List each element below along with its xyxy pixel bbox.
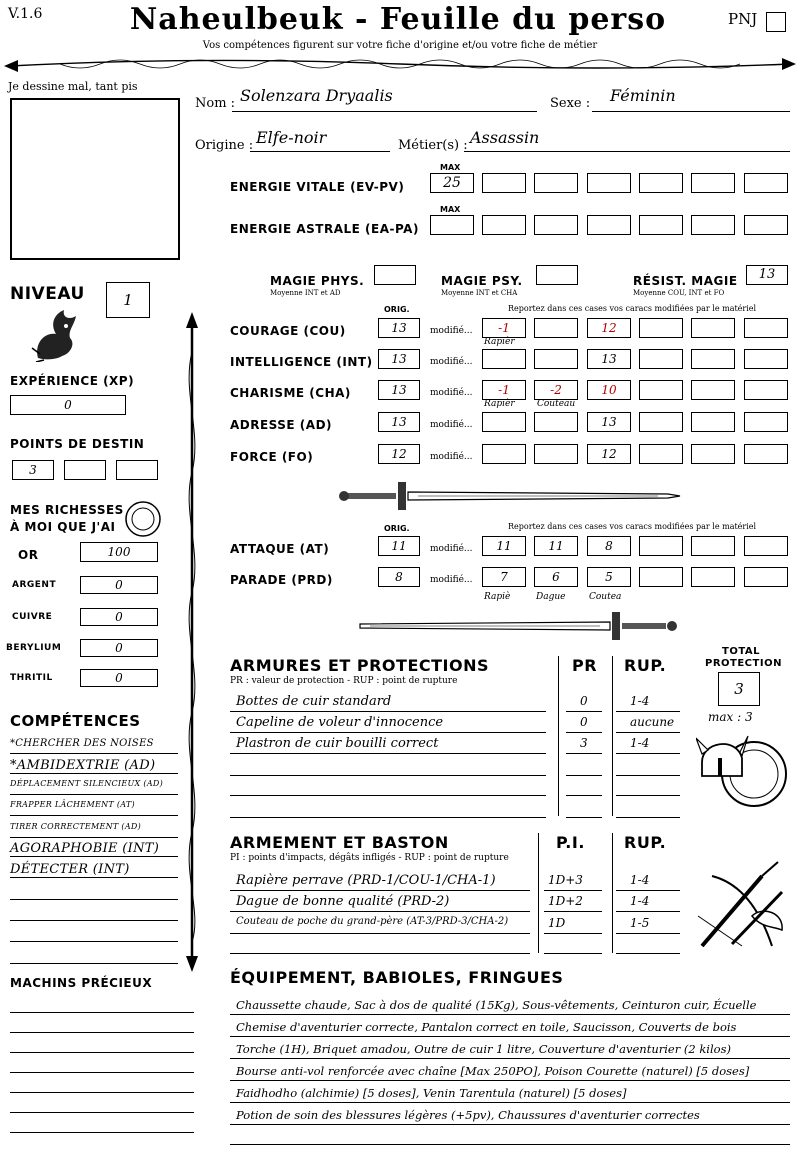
armure-rup-0[interactable]: 1-4 [630, 694, 650, 708]
combat-modifie-at: modifié... [430, 544, 473, 554]
combat-note-couteau: Coutea [589, 592, 622, 602]
armure-line-name-0 [230, 711, 546, 712]
argent-box[interactable]: 0 [80, 576, 158, 594]
armures-title: ARMURES ET PROTECTIONS [230, 656, 489, 675]
stat-int-box-5[interactable] [691, 349, 735, 369]
thritil-label: THRITIL [10, 673, 53, 683]
argent-label: ARGENT [12, 580, 57, 590]
stat-ad-box-3[interactable]: 13 [587, 412, 631, 432]
competence-line-1 [10, 773, 178, 774]
competence-line-4 [10, 837, 178, 838]
combat-prd-box-6[interactable] [744, 567, 788, 587]
total-protection-box[interactable]: 3 [718, 672, 760, 706]
armure-name-1[interactable]: Capeline de voleur d'innocence [236, 715, 444, 730]
nom-label: Nom : [195, 96, 236, 111]
reportez-note-stats: Reportez dans ces cases vos caracs modifiées par le matériel [508, 304, 757, 313]
stat-cha-box-3[interactable]: 10 [587, 380, 631, 400]
sword-icon [338, 478, 682, 514]
ea-label: ENERGIE ASTRALE (EA-PA) [230, 222, 419, 236]
arme-name-2[interactable]: Couteau de poche du grand-père (AT-3/PRD-3/CHA-2) [236, 916, 509, 927]
ea-max-box[interactable] [430, 215, 474, 235]
stat-cha-box-2[interactable]: -2 [534, 380, 578, 400]
ev-box-3[interactable] [587, 173, 631, 193]
armure-line-pr-3 [566, 775, 602, 776]
helmet-shield-icon [696, 728, 790, 814]
weapons-icon [692, 856, 790, 956]
destin-label: POINTS DE DESTIN [10, 437, 145, 451]
equipement-line-text-2[interactable]: Torche (1H), Briquet amadou, Outre de cuir 1 litre, Couverture d'aventurier (2 kilos) [236, 1042, 731, 1056]
armures-col-rup: RUP. [624, 656, 667, 675]
niveau-box[interactable]: 1 [106, 282, 150, 318]
combat-prd-box-5[interactable] [691, 567, 735, 587]
competence-line-8 [10, 920, 178, 921]
ev-box-5[interactable] [691, 173, 735, 193]
competence-line-6 [10, 877, 178, 878]
arme-name-0[interactable]: Rapière perrave (PRD-1/COU-1/CHA-1) [236, 873, 496, 888]
ea-box-6[interactable] [744, 215, 788, 235]
machins-line-3 [10, 1052, 194, 1053]
armure-line-rup-5 [616, 817, 680, 818]
ea-box-3[interactable] [587, 215, 631, 235]
stat-fo-box-1[interactable] [482, 444, 526, 464]
ev-box-2[interactable] [534, 173, 578, 193]
combat-at-box-3[interactable]: 8 [587, 536, 631, 556]
combat-at-box-5[interactable] [691, 536, 735, 556]
pnj-checkbox[interactable] [766, 12, 786, 32]
metier-label: Métier(s) : [398, 138, 468, 153]
stat-cou-box-5[interactable] [691, 318, 735, 338]
competence-line-3 [10, 815, 178, 816]
armure-line-pr-2 [566, 753, 602, 754]
resist-magie-label: RÉSIST. MAGIE [633, 274, 738, 288]
equipement-line-text-0[interactable]: Chaussette chaude, Sac à dos de qualité (15Kg), Sous-vêtements, Ceinturon cuir, Écuelle [236, 998, 757, 1012]
stat-label-fo: FORCE (FO) [230, 450, 314, 464]
competence-item-2[interactable]: DÉPLACEMENT SILENCIEUX (AD) [10, 779, 164, 788]
armure-line-name-2 [230, 753, 546, 754]
origine-field[interactable]: Elfe-noir [256, 128, 327, 147]
stat-label-cha: CHARISME (CHA) [230, 386, 351, 400]
arme-line-pi-1 [544, 911, 602, 912]
armure-name-2[interactable]: Plastron de cuir bouilli correct [236, 736, 439, 751]
stat-cou-box-6[interactable] [744, 318, 788, 338]
equipement-line-2 [230, 1058, 790, 1059]
armure-line-name-3 [230, 775, 546, 776]
equipement-line-1 [230, 1036, 790, 1037]
origine-underline [250, 151, 390, 152]
resist-magie-box[interactable]: 13 [746, 265, 788, 285]
total-protection-max: max : 3 [708, 710, 753, 724]
resist-magie-note: Moyenne COU, INT et FO [633, 289, 725, 297]
sexe-label: Sexe : [550, 96, 591, 111]
armure-pr-2[interactable]: 3 [580, 736, 588, 750]
armure-pr-1[interactable]: 0 [580, 715, 588, 729]
page-title: Naheulbeuk - Feuille du perso [129, 2, 667, 37]
stat-modifie-cha: modifié... [430, 388, 473, 398]
equipement-line-4 [230, 1102, 790, 1103]
stat-ad-box-6[interactable] [744, 412, 788, 432]
armure-line-rup-3 [616, 775, 680, 776]
nom-underline [232, 111, 537, 112]
competence-item-6[interactable]: DÉTECTER (INT) [10, 862, 130, 877]
stat-label-cou: COURAGE (COU) [230, 324, 346, 338]
total-protection-label-1: TOTAL [722, 646, 760, 657]
arme-line-name-3 [230, 953, 530, 954]
armure-line-rup-2 [616, 753, 680, 754]
arme-rup-1[interactable]: 1-4 [630, 894, 650, 908]
stat-cha-note-1: Rapièr [484, 399, 515, 409]
machins-line-1 [10, 1012, 194, 1013]
origine-label: Origine : [195, 138, 254, 153]
combat-prd-box-1[interactable]: 7 [482, 567, 526, 587]
combat-prd-box-3[interactable]: 5 [587, 567, 631, 587]
arme-line-name-0 [230, 890, 530, 891]
stat-label-ad: ADRESSE (AD) [230, 418, 333, 432]
ev-max-label: MAX [440, 163, 461, 172]
stat-cha-box-5[interactable] [691, 380, 735, 400]
arme-line-rup-2 [616, 933, 680, 934]
armure-rup-1[interactable]: aucune [630, 715, 675, 729]
armure-line-rup-0 [616, 711, 680, 712]
machins-line-6 [10, 1112, 194, 1113]
machins-line-4 [10, 1072, 194, 1073]
combat-at-box-6[interactable] [744, 536, 788, 556]
stat-cou-box-3[interactable]: 12 [587, 318, 631, 338]
arme-name-1[interactable]: Dague de bonne qualité (PRD-2) [236, 894, 450, 909]
ea-box-4[interactable] [639, 215, 683, 235]
stat-ad-box-5[interactable] [691, 412, 735, 432]
sexe-underline [592, 111, 790, 112]
machins-title: MACHINS PRÉCIEUX [10, 976, 153, 990]
portrait-frame[interactable] [10, 98, 180, 260]
stat-fo-box-3[interactable]: 12 [587, 444, 631, 464]
stat-int-box-4[interactable] [639, 349, 683, 369]
equipement-line-text-3[interactable]: Bourse anti-vol renforcée avec chaîne [Max 250PO], Poison Courette (naturel) [5 doses] [236, 1064, 750, 1078]
stat-modifie-ad: modifié... [430, 420, 473, 430]
stat-int-box-6[interactable] [744, 349, 788, 369]
competences-title: COMPÉTENCES [10, 712, 141, 730]
competence-line-10 [10, 963, 178, 964]
stat-cha-note-2: Couteau [537, 399, 576, 409]
armure-line-rup-1 [616, 732, 680, 733]
stat-orig-int[interactable]: 13 [378, 349, 420, 369]
armement-col-pi: P.I. [556, 833, 585, 852]
stat-int-box-1[interactable] [482, 349, 526, 369]
stat-modifie-int: modifié... [430, 357, 473, 367]
xp-box[interactable]: 0 [10, 395, 126, 415]
armure-line-name-1 [230, 732, 546, 733]
combat-at-box-1[interactable]: 11 [482, 536, 526, 556]
competence-line-7 [10, 899, 178, 900]
ea-box-2[interactable] [534, 215, 578, 235]
equipement-line-3 [230, 1080, 790, 1081]
stat-ad-box-2[interactable] [534, 412, 578, 432]
armures-note: PR : valeur de protection - RUP : point de rupture [230, 676, 458, 686]
richesses-label-2: À MOI QUE J'AI [10, 520, 116, 534]
armures-col-divider-2 [612, 656, 613, 816]
berylium-box[interactable]: 0 [80, 639, 158, 657]
competence-item-1[interactable]: *AMBIDEXTRIE (AD) [10, 758, 156, 773]
armement-col-divider-1 [538, 833, 539, 953]
ev-label: ENERGIE VITALE (EV-PV) [230, 180, 405, 194]
armement-col-rup: RUP. [624, 833, 667, 852]
stat-cou-note-1: Rapièr [484, 337, 515, 347]
or-box[interactable]: 100 [80, 542, 158, 562]
page-subtitle: Vos compétences figurent sur votre fiche d'origine et/ou votre fiche de métier [202, 40, 598, 51]
competence-line-9 [10, 941, 178, 942]
stat-fo-box-4[interactable] [639, 444, 683, 464]
armure-line-pr-5 [566, 817, 602, 818]
armures-col-pr: PR [572, 656, 598, 675]
stat-orig-cou[interactable]: 13 [378, 318, 420, 338]
armure-line-name-5 [230, 817, 546, 818]
cuivre-label: CUIVRE [12, 612, 53, 622]
combat-at-box-2[interactable]: 11 [534, 536, 578, 556]
metier-field[interactable]: Assassin [470, 128, 540, 147]
destin-box-2[interactable] [64, 460, 106, 480]
stat-orig-fo[interactable]: 12 [378, 444, 420, 464]
stat-int-box-3[interactable]: 13 [587, 349, 631, 369]
niveau-label: NIVEAU [10, 284, 85, 304]
armures-col-divider-1 [558, 656, 559, 816]
armure-line-rup-4 [616, 795, 680, 796]
orig-label-combat: ORIG. [384, 524, 410, 533]
magie-phys-box[interactable] [374, 265, 416, 285]
stat-cha-box-1[interactable]: -1 [482, 380, 526, 400]
stat-modifie-cou: modifié... [430, 326, 473, 336]
equipement-line-5 [230, 1124, 790, 1125]
sword-icon-2 [340, 608, 680, 644]
machins-line-5 [10, 1092, 194, 1093]
arme-line-pi-2 [544, 933, 602, 934]
equipement-line-6 [230, 1144, 790, 1145]
destin-box-3[interactable] [116, 460, 158, 480]
staff-ornament [180, 312, 204, 972]
ea-max-label: MAX [440, 205, 461, 214]
competence-line-0 [10, 753, 178, 754]
armure-line-pr-0 [566, 711, 602, 712]
cuivre-box[interactable]: 0 [80, 608, 158, 626]
stat-orig-cha[interactable]: 13 [378, 380, 420, 400]
combat-label-at: ATTAQUE (AT) [230, 542, 330, 556]
combat-label-prd: PARADE (PRD) [230, 573, 333, 587]
arme-line-pi-0 [544, 890, 602, 891]
arme-pi-2[interactable]: 1D [548, 916, 566, 930]
stat-orig-ad[interactable]: 13 [378, 412, 420, 432]
stat-cou-box-1[interactable]: -1 [482, 318, 526, 338]
magie-phys-label: MAGIE PHYS. [270, 274, 365, 288]
arme-line-name-1 [230, 911, 530, 912]
armure-rup-2[interactable]: 1-4 [630, 736, 650, 750]
pnj-label: PNJ [728, 10, 758, 28]
stat-fo-box-5[interactable] [691, 444, 735, 464]
richesses-label-1: MES RICHESSES [10, 503, 124, 517]
combat-orig-prd[interactable]: 8 [378, 567, 420, 587]
arme-line-rup-1 [616, 911, 680, 912]
equipement-line-text-4[interactable]: Faidhodho (alchimie) [5 doses], Venin Tarentula (naturel) [5 doses] [236, 1086, 627, 1100]
combat-prd-box-4[interactable] [639, 567, 683, 587]
coin-icon [124, 500, 162, 538]
competence-item-5[interactable]: AGORAPHOBIE (INT) [10, 841, 160, 856]
competence-line-2 [10, 794, 178, 795]
xp-label: EXPÉRIENCE (XP) [10, 374, 135, 388]
combat-prd-box-2[interactable]: 6 [534, 567, 578, 587]
competence-item-3[interactable]: FRAPPER LÂCHEMENT (AT) [10, 800, 135, 809]
berylium-label: BERYLIUM [6, 643, 62, 653]
equipement-line-0 [230, 1014, 790, 1015]
stat-modifie-fo: modifié... [430, 452, 473, 462]
armure-pr-0[interactable]: 0 [580, 694, 588, 708]
arme-pi-1[interactable]: 1D+2 [548, 894, 583, 908]
combat-note-dague: Dague [536, 592, 566, 602]
arme-rup-0[interactable]: 1-4 [630, 873, 650, 887]
machins-line-2 [10, 1032, 194, 1033]
arme-rup-2[interactable]: 1-5 [630, 916, 650, 930]
version-label: V.1.6 [8, 6, 43, 22]
stat-cha-box-6[interactable] [744, 380, 788, 400]
thritil-box[interactable]: 0 [80, 669, 158, 687]
combat-note-rapiere: Rapiè [484, 592, 511, 602]
armure-line-name-4 [230, 795, 546, 796]
stat-cha-box-4[interactable] [639, 380, 683, 400]
armement-note: PI : points d'impacts, dégâts infligés - RUP : point de rupture [230, 853, 509, 863]
arme-line-rup-0 [616, 890, 680, 891]
stat-fo-box-6[interactable] [744, 444, 788, 464]
ev-box-4[interactable] [639, 173, 683, 193]
portrait-caption: Je dessine mal, tant pis [8, 80, 138, 93]
stat-cou-box-2[interactable] [534, 318, 578, 338]
stat-label-int: INTELLIGENCE (INT) [230, 355, 373, 369]
magie-psy-note: Moyenne INT et CHA [441, 289, 518, 297]
armure-line-pr-4 [566, 795, 602, 796]
combat-orig-at[interactable]: 11 [378, 536, 420, 556]
stat-fo-box-2[interactable] [534, 444, 578, 464]
arme-line-rup-3 [616, 953, 680, 954]
competence-item-0[interactable]: *CHERCHER DES NOISES [10, 738, 154, 749]
stat-int-box-2[interactable] [534, 349, 578, 369]
sexe-field[interactable]: Féminin [610, 86, 676, 105]
armure-line-pr-1 [566, 732, 602, 733]
arme-pi-0[interactable]: 1D+3 [548, 873, 583, 887]
stat-ad-box-4[interactable] [639, 412, 683, 432]
magie-psy-label: MAGIE PSY. [441, 274, 523, 288]
dragon-icon [30, 304, 82, 362]
stat-cou-box-4[interactable] [639, 318, 683, 338]
equipement-line-text-5[interactable]: Potion de soin des blessures légères (+5pv), Chaussures d'aventurier correctes [236, 1108, 700, 1122]
nom-field[interactable]: Solenzara Dryaalis [240, 86, 393, 105]
machins-line-7 [10, 1132, 194, 1133]
ev-box-1[interactable] [482, 173, 526, 193]
ea-box-1[interactable] [482, 215, 526, 235]
competence-line-5 [10, 856, 178, 857]
equipement-line-text-1[interactable]: Chemise d'aventurier correcte, Pantalon correct en toile, Saucisson, Couverts de bois [236, 1020, 737, 1034]
destin-box-1[interactable]: 3 [12, 460, 54, 480]
ev-box-6[interactable] [744, 173, 788, 193]
combat-at-box-4[interactable] [639, 536, 683, 556]
ea-box-5[interactable] [691, 215, 735, 235]
arme-line-name-2 [230, 933, 530, 934]
metier-underline [464, 151, 790, 152]
ev-max-box[interactable]: 25 [430, 173, 474, 193]
equipement-title: ÉQUIPEMENT, BABIOLES, FRINGUES [230, 968, 564, 987]
armure-name-0[interactable]: Bottes de cuir standard [236, 694, 392, 709]
reportez-note-combat: Reportez dans ces cases vos caracs modifiées par le matériel [508, 522, 757, 531]
orig-label-stats: ORIG. [384, 305, 410, 314]
combat-modifie-prd: modifié... [430, 575, 473, 585]
armement-title: ARMEMENT ET BASTON [230, 833, 449, 852]
total-protection-label-2: PROTECTION [705, 658, 782, 669]
competence-item-4[interactable]: TIRER CORRECTEMENT (AD) [10, 822, 142, 831]
armement-col-divider-2 [612, 833, 613, 953]
or-label: OR [18, 548, 39, 562]
header-vine-ornament [0, 52, 800, 76]
arme-line-pi-3 [544, 953, 602, 954]
magie-psy-box[interactable] [536, 265, 578, 285]
magie-phys-note: Moyenne INT et AD [270, 289, 341, 297]
stat-ad-box-1[interactable] [482, 412, 526, 432]
